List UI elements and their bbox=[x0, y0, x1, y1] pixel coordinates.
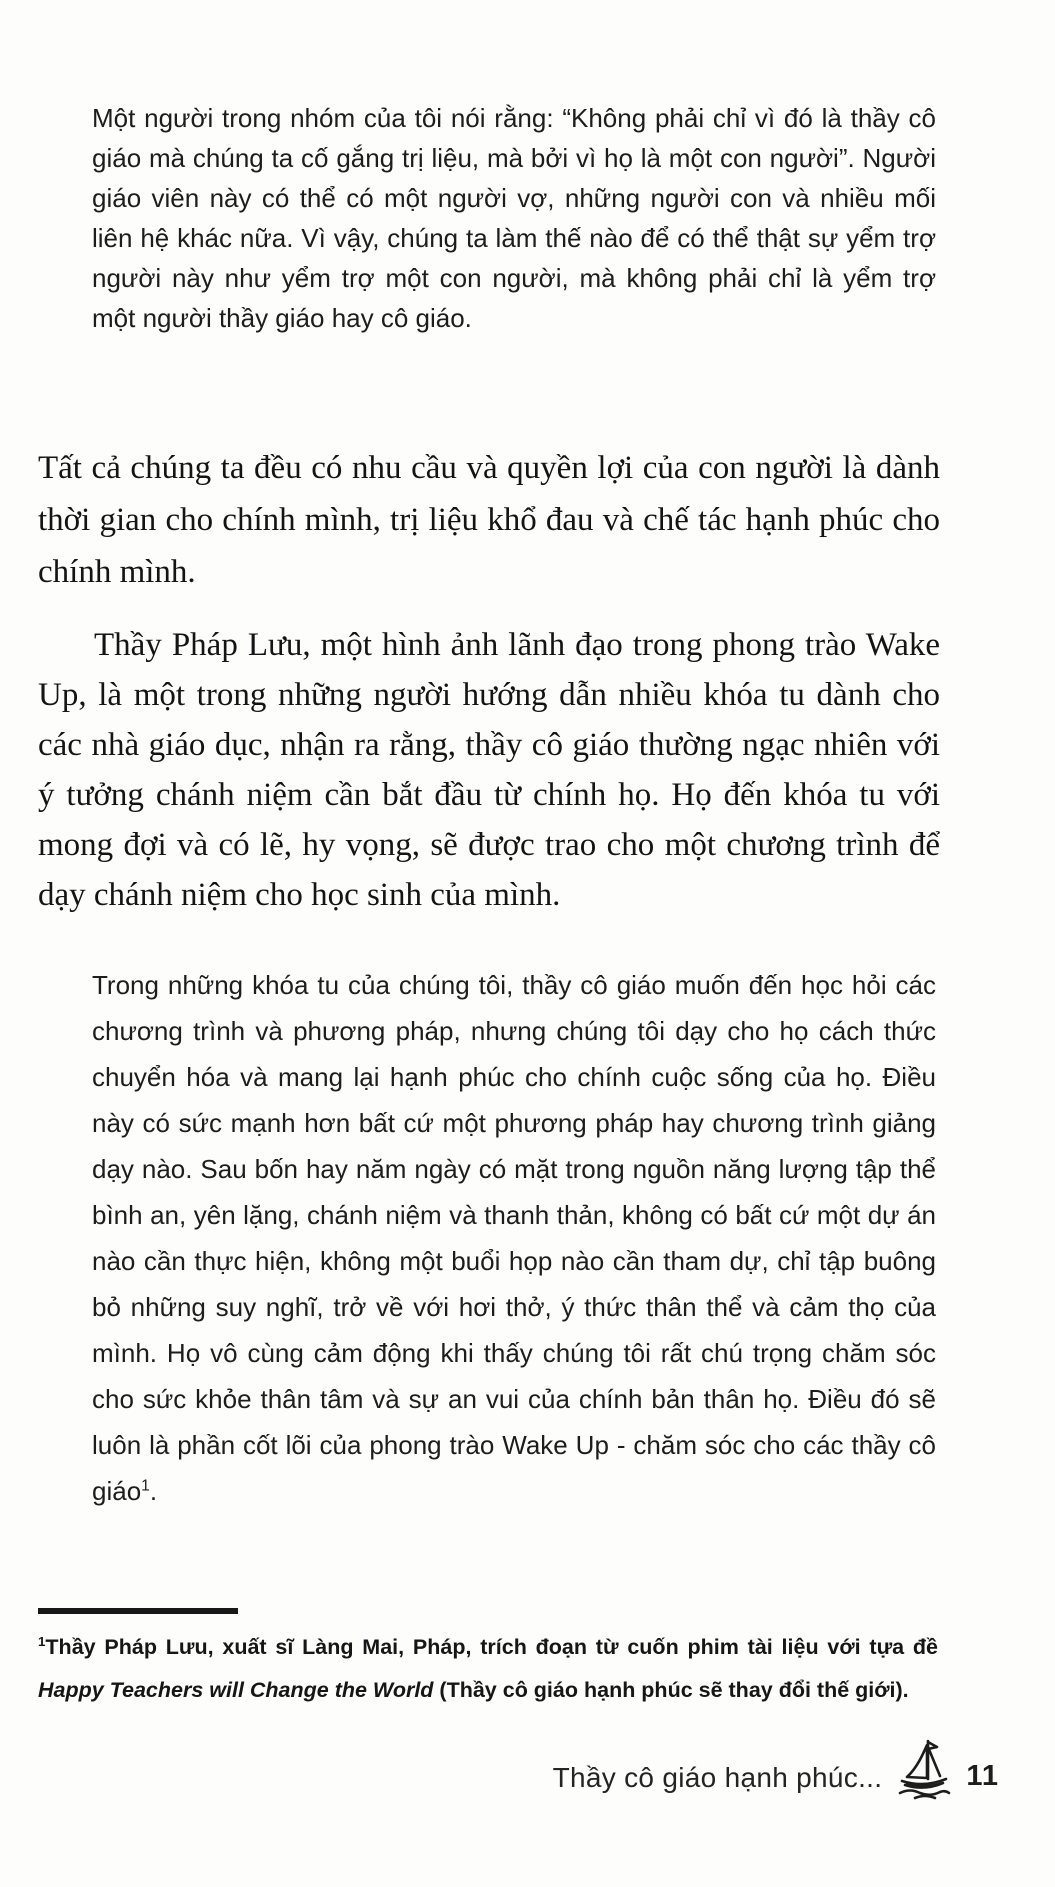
sailboat-icon bbox=[895, 1738, 953, 1802]
quote-paragraph-1: Một người trong nhóm của tôi nói rằng: “Không phải chỉ vì đó là thầy cô giáo mà chúng ta cố gắng trị liệu, mà bởi vì họ là một con người”. Người giáo viên này có thể có một người vợ, những người con và nhiều mối liên hệ khác nữa. Vì vậy, chúng ta làm thế nào để có thể thật sự yểm trợ người này như yểm trợ một con người, mà không phải chỉ là yểm trợ một người thầy giáo hay cô giáo. bbox=[92, 103, 936, 333]
quote-paragraph-2-period: . bbox=[149, 1476, 158, 1506]
footnote-film-title: Happy Teachers will Change the World bbox=[38, 1678, 434, 1702]
body-paragraph-2: Thầy Pháp Lưu, một hình ảnh lãnh đạo trong phong trào Wake Up, là một trong những người hướng dẫn nhiều khóa tu dành cho các nhà giáo dục, nhận ra rằng, thầy cô giáo thường ngạc nhiên với ý tưởng chánh niệm cần bắt đầu từ chính họ. Họ đến khóa tu với mong đợi và có lẽ, hy vọng, sẽ được trao cho một chương trình để dạy chánh niệm cho học sinh của mình. bbox=[38, 627, 940, 913]
quote-paragraph-2 bbox=[92, 962, 936, 1514]
quote-paragraph-2-text: Trong những khóa tu của chúng tôi, thầy cô giáo muốn đến học hỏi các chương trình và phương pháp, nhưng chúng tôi dạy cho họ cách thức chuyển hóa và mang lại hạnh phúc cho chính cuộc sống của họ. Điều này có sức mạnh hơn bất cứ một phương pháp hay chương trình giảng dạy nào. Sau bốn hay năm ngày có mặt trong nguồn năng lượng tập thể bình an, yên lặng, chánh niệm và thanh thản, không có bất cứ một dự án nào cần thực hiện, không một buổi họp nào cần tham dự, chỉ tập buông bỏ những suy nghĩ, trở về với hơi thở, ý thức thân thể và cảm thọ của mình. Họ vô cùng cảm động khi thấy chúng tôi rất chú trọng chăm sóc cho sức khỏe thân tâm và sự an vui của chính bản thân họ. Điều đó sẽ luôn là phần cốt lõi của phong trào Wake Up - chăm sóc cho các thầy cô giáo bbox=[92, 970, 936, 1506]
running-footer bbox=[553, 1736, 999, 1802]
footnote-reference: 1 bbox=[141, 1477, 150, 1495]
footnote-rule bbox=[38, 1608, 238, 1614]
page-number: 11 bbox=[966, 1760, 999, 1792]
footnote-text-before: Thầy Pháp Lưu, xuất sĩ Làng Mai, Pháp, trích đoạn từ cuốn phim tài liệu với tựa đề bbox=[45, 1635, 938, 1659]
running-title: Thầy cô giáo hạnh phúc... bbox=[552, 1762, 883, 1793]
footnote-text-after: (Thầy cô giáo hạnh phúc sẽ thay đổi thế giới). bbox=[433, 1678, 909, 1702]
body-paragraph-1: Tất cả chúng ta đều có nhu cầu và quyền lợi của con người là dành thời gian cho chính mình, trị liệu khổ đau và chế tác hạnh phúc cho chính mình. bbox=[38, 450, 940, 590]
footnote bbox=[38, 1626, 938, 1712]
footnote-marker: 1 bbox=[38, 1633, 46, 1649]
